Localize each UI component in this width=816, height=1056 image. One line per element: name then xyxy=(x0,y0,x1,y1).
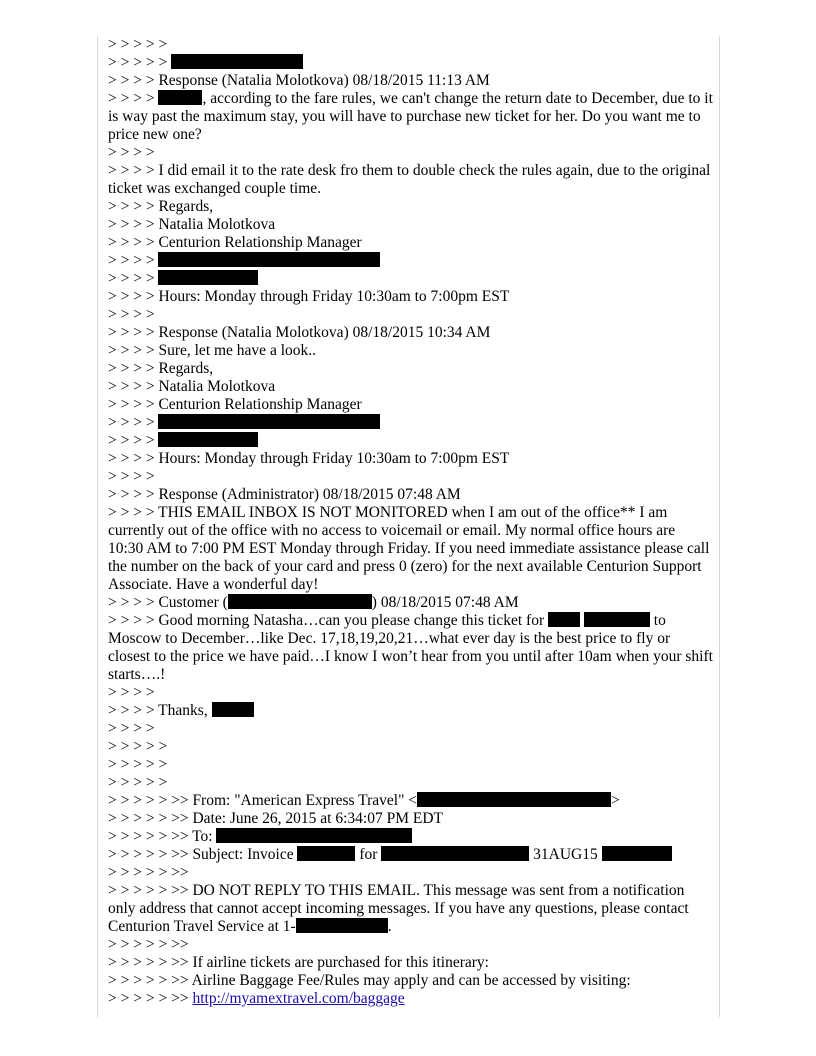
message-paragraph: > > > > > >> If airline tickets are purchased for this itinerary: xyxy=(108,954,489,971)
redaction-block xyxy=(158,252,380,267)
email-body xyxy=(108,36,717,1008)
baggage-link[interactable]: http://myamextravel.com/baggage xyxy=(192,990,405,1007)
signature-line: > > > > Natalia Molotkova xyxy=(108,378,276,395)
quote-line: > > > > xyxy=(108,270,713,288)
message-paragraph: > > > > > >> DO NOT REPLY TO THIS EMAIL. This message was sent from a notification only address that cannot accept incoming messages. If you have any questions, please contact Centurion Travel Service at 1- . xyxy=(108,882,693,935)
quote-line: > > > > xyxy=(108,432,713,450)
message-paragraph: > > > > THIS EMAIL INBOX IS NOT MONITORED when I am out of the office** I am currently out of the office with no access to voicemail or email. My normal office hours are 10:30 AM to 7:00 PM EST Monday through Friday. If you need immediate assistance please call the number on the back of your card and press 0 (zero) for the next available Centurion Support Associate. Have a wonderful day! xyxy=(108,504,714,593)
quote-line: > > > > xyxy=(108,468,155,485)
customer-header: > > > > Customer ( ) 08/18/2015 07:48 AM xyxy=(108,594,519,611)
quote-line: > > > > > xyxy=(108,54,713,72)
redaction-block xyxy=(158,414,380,429)
redaction-block xyxy=(228,594,372,609)
quote-line: > > > > xyxy=(108,306,155,323)
message-paragraph: > > > > I did email it to the rate desk fro them to double check the rules again, due to the original ticket was exchanged couple time. xyxy=(108,162,715,197)
message-paragraph: > > > > Sure, let me have a look.. xyxy=(108,342,317,359)
redaction-block xyxy=(158,432,258,447)
signature-line: > > > > Centurion Relationship Manager xyxy=(108,396,362,413)
quote-line: > > > > > >> http://myamextravel.com/baggage xyxy=(108,990,405,1007)
redaction-block xyxy=(296,918,388,933)
quote-line: > > > > Thanks, xyxy=(108,702,713,720)
quote-line: > > > > xyxy=(108,720,155,737)
email-subject-header: > > > > > >> Subject: Invoice for 31AUG15 xyxy=(108,846,713,864)
response-header: > > > > Response (Natalia Molotkova) 08/18/2015 11:13 AM xyxy=(108,72,490,89)
redaction-block xyxy=(381,846,529,861)
redaction-block xyxy=(602,846,672,861)
signature-line: > > > > Regards, xyxy=(108,198,214,215)
signature-line: > > > > Centurion Relationship Manager xyxy=(108,234,362,251)
quote-line: > > > > > xyxy=(108,774,168,791)
hours-line: > > > > Hours: Monday through Friday 10:30am to 7:00pm EST xyxy=(108,450,510,467)
quote-line: > > > > > xyxy=(108,738,168,755)
email-from-header: > > > > > >> From: "American Express Travel" < > xyxy=(108,792,620,809)
quote-line: > > > > > xyxy=(108,756,168,773)
redaction-block xyxy=(584,612,650,627)
redaction-block xyxy=(158,270,258,285)
quote-line: > > > > > >> xyxy=(108,936,189,953)
quote-line: > > > > > xyxy=(108,36,168,53)
redaction-block xyxy=(297,846,355,861)
signature-line: > > > > Regards, xyxy=(108,360,214,377)
redaction-block xyxy=(548,612,580,627)
redaction-block xyxy=(216,828,412,843)
signature-line: > > > > Natalia Molotkova xyxy=(108,216,276,233)
quote-line: > > > > xyxy=(108,252,713,270)
redaction-block xyxy=(171,54,303,69)
response-header: > > > > Response (Administrator) 08/18/2015 07:48 AM xyxy=(108,486,461,503)
response-header: > > > > Response (Natalia Molotkova) 08/18/2015 10:34 AM xyxy=(108,324,491,341)
quote-line: > > > > > >> xyxy=(108,864,189,881)
message-paragraph: > > > > > >> Airline Baggage Fee/Rules may apply and can be accessed by visiting: xyxy=(108,972,631,989)
email-date-header: > > > > > >> Date: June 26, 2015 at 6:34:07 PM EDT xyxy=(108,810,443,827)
message-paragraph: > > > > Good morning Natasha…can you please change this ticket for to Moscow to December…like Dec. 17,18,19,20,21…what ever day is the best price to fly or closest to the price we have paid…I know I won’t hear from you until after 10am when your shift starts….! xyxy=(108,612,717,683)
quote-line: > > > > xyxy=(108,414,713,432)
redaction-block xyxy=(417,792,611,807)
message-paragraph: > > > > , according to the fare rules, we can't change the return date to December, due to it is way past the maximum stay, you will have to purchase new ticket for her. Do you want me to price new one? xyxy=(108,90,717,143)
redaction-block xyxy=(158,90,202,105)
hours-line: > > > > Hours: Monday through Friday 10:30am to 7:00pm EST xyxy=(108,288,510,305)
quote-line: > > > > xyxy=(108,684,155,701)
quote-line: > > > > xyxy=(108,144,155,161)
email-to-header: > > > > > >> To: xyxy=(108,828,713,846)
redaction-block xyxy=(212,702,254,717)
